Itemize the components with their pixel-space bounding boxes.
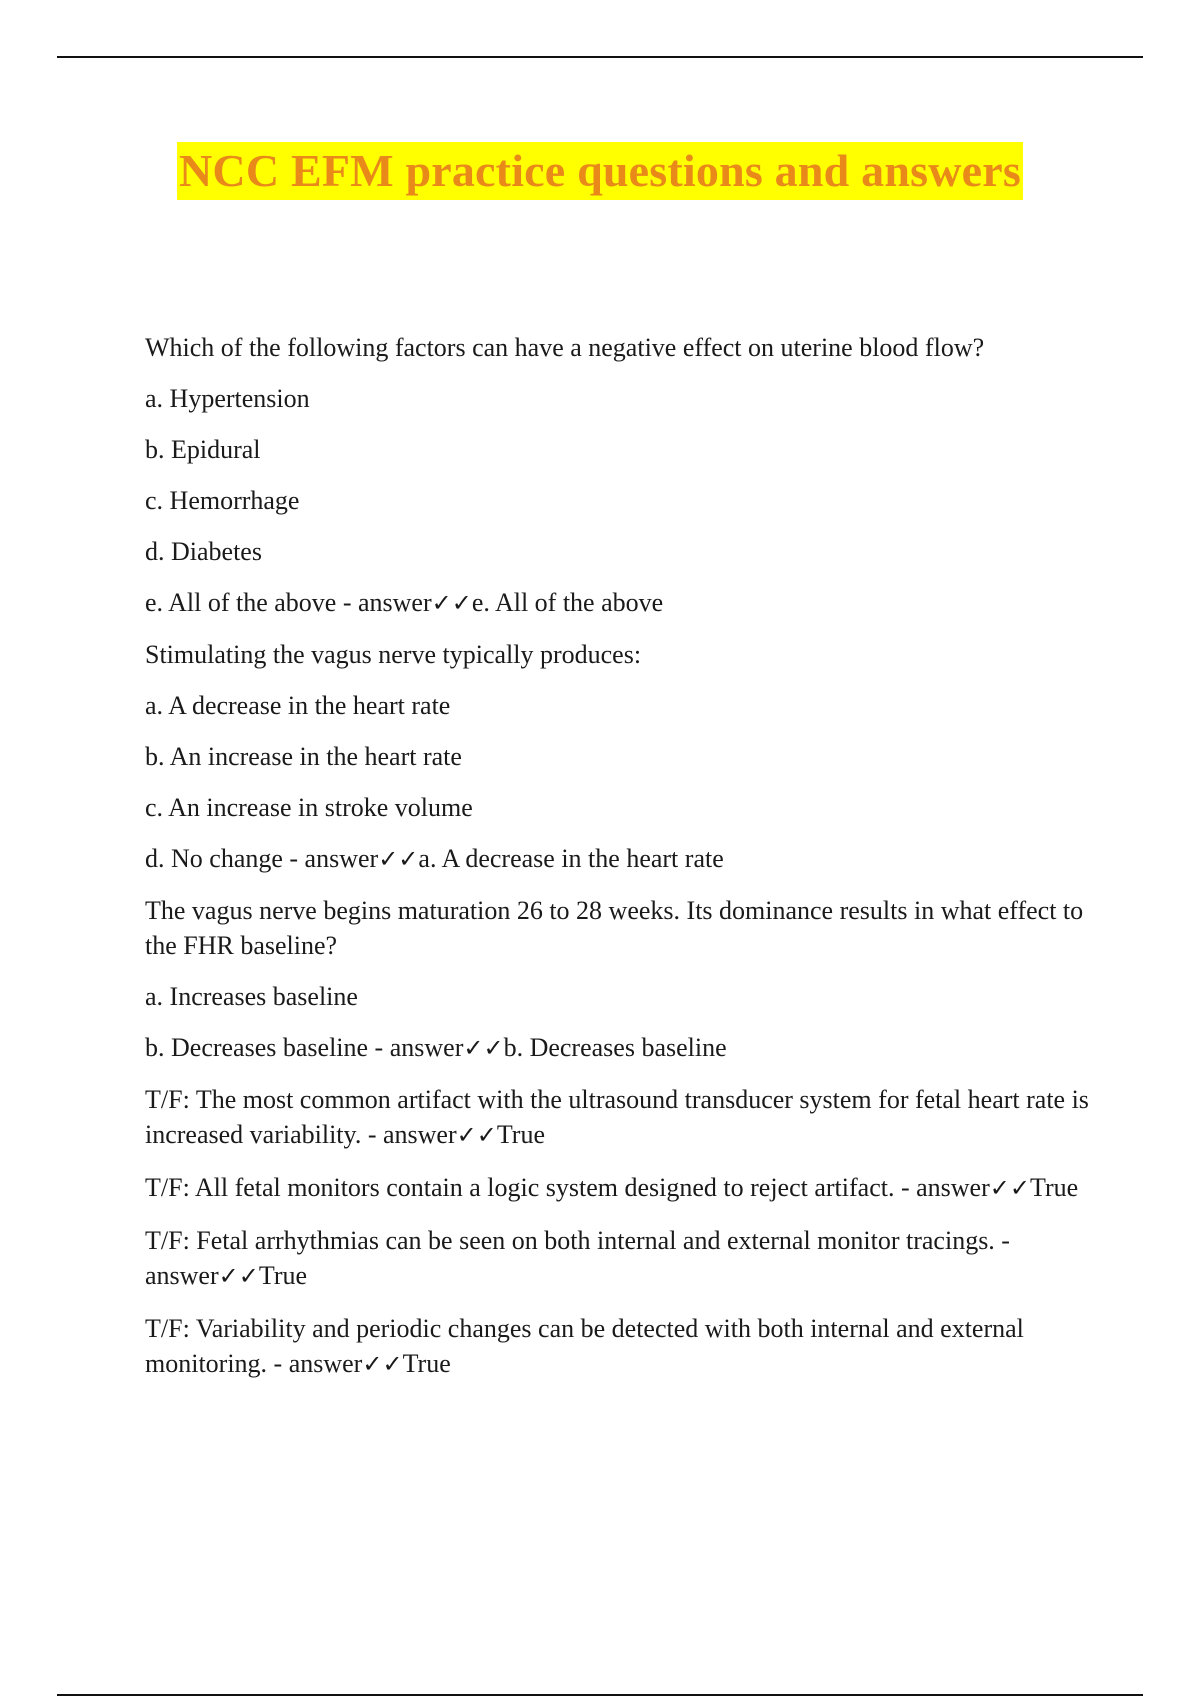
page-title: NCC EFM practice questions and answers xyxy=(177,142,1023,200)
question-stem: T/F: All fetal monitors contain a logic system designed to reject artifact. - answer xyxy=(145,1173,990,1202)
option: c. Hemorrhage xyxy=(145,486,300,515)
answer-line xyxy=(145,1030,1095,1066)
question-stem: Which of the following factors can have a negative effect on uterine blood flow? xyxy=(145,333,985,362)
question-stem: The vagus nerve begins maturation 26 to 28 weeks. Its dominance results in what effect to the FHR baseline? xyxy=(145,896,1084,960)
qa-content xyxy=(145,330,1095,1399)
answer-text: True xyxy=(258,1261,308,1290)
option: b. Decreases baseline - answer xyxy=(145,1033,464,1062)
true-false-item xyxy=(145,1082,1095,1153)
question-stem: T/F: The most common artifact with the ultrasound transducer system for fetal heart rate is increased variability. - answer xyxy=(145,1085,1089,1149)
option: a. Hypertension xyxy=(145,384,310,413)
check-marks-icon: ✓✓ xyxy=(456,1121,497,1149)
answer-text: a. A decrease in the heart rate xyxy=(418,844,724,873)
answer-line xyxy=(145,585,1095,621)
check-marks-icon: ✓✓ xyxy=(218,1262,259,1290)
answer-text: True xyxy=(496,1120,546,1149)
true-false-item xyxy=(145,1223,1095,1294)
option: d. Diabetes xyxy=(145,537,262,566)
question-stem: T/F: Variability and periodic changes can be detected with both internal and external monitoring. - answer xyxy=(145,1314,1024,1378)
check-marks-icon: ✓✓ xyxy=(463,1034,504,1062)
answer-text: b. Decreases baseline xyxy=(503,1033,727,1062)
option: b. Epidural xyxy=(145,435,261,464)
check-marks-icon: ✓✓ xyxy=(362,1350,403,1378)
option: a. A decrease in the heart rate xyxy=(145,691,451,720)
true-false-item xyxy=(145,1170,1095,1206)
top-rule xyxy=(57,56,1143,58)
option: c. An increase in stroke volume xyxy=(145,793,473,822)
answer-text: e. All of the above xyxy=(471,588,664,617)
check-marks-icon: ✓✓ xyxy=(989,1174,1030,1202)
answer-text: True xyxy=(402,1349,451,1378)
check-marks-icon: ✓✓ xyxy=(431,589,472,617)
true-false-item xyxy=(145,1311,1095,1382)
option: a. Increases baseline xyxy=(145,982,358,1011)
question-stem: Stimulating the vagus nerve typically produces: xyxy=(145,640,642,669)
check-marks-icon: ✓✓ xyxy=(378,845,419,873)
answer-text: True xyxy=(1029,1173,1079,1202)
option: d. No change - answer xyxy=(145,844,379,873)
option: e. All of the above - answer xyxy=(145,588,432,617)
title-area xyxy=(0,142,1200,200)
question-stem: T/F: Fetal arrhythmias can be seen on both internal and external monitor tracings. - answer xyxy=(145,1226,1010,1290)
option: b. An increase in the heart rate xyxy=(145,742,462,771)
answer-line xyxy=(145,841,1095,877)
bottom-rule xyxy=(57,1694,1143,1696)
